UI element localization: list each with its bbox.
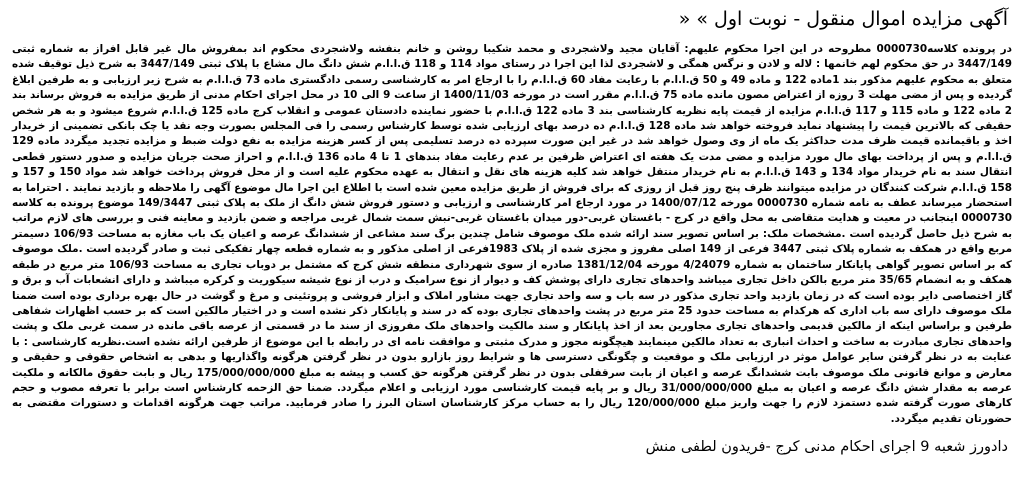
notice-title: آگهی مزایده اموال منقول - نوبت اول » « [678,8,1008,30]
notice-body: در پرونده کلاسه0000730 مطروحه در این اجرا محکوم علیهم: آقایان مجید ولاشجردی و محمد شکیبا روشن و خانم بنفشه ولاشجردی محکوم اند بمفروش مال غیر قابل افراز به شماره ثبتی 3447/149 در حق محکوم لهم خانمها : لاله و لادن و نرگس همگی و لاشجردی لذا این اجرا در رستای مواد 114 و 118 ق.ا.ا.م شش دانگ مال مشاع با پلاک ثبتی 3447/149 به شرح ذیل توقیف شده متعلق به محکوم علیهم مذکور بند 1ماده 122 و ماده 49 و 50 ق.ا.ا.م با رعایت مفاد 60 ق.ا.ا.م را با ارجاع امر به کارشناسی رسمی دادگستری ماده 73 ق.ا.ا.م به شرح زیر ارزیابی و به طرفین ابلاغ گردیده و پس از مضی مهلت 3 روزه از اعتراض مصون مانده ماده 75 ق.ا.ا.م مقرر است در مورخه 1400/11/03 از ساعت 9 الی 10 در محل اجرای احکام مدنی از طریق مزایده به فروش برساند بند 2 ماده 122 و ماده 115 و 117 ق.ا.ا.م مزایده از قیمت پایه نظریه کارشناسی بند 3 ماده 122 ق.ا.ا.م با حضور نماینده دادستان عمومی و انقلاب کرج ماده 125 ق.ا.ا.م شروع میشود و به هر شخص حقیقی که بالاترین قیمت را پیشنهاد نماید فروخته خواهد شد ماده 128 ق.ا.ا.م ده درصد بهای ارزیابی شده توسط کارشناس رسمی را فی المجلس بصورت وجه نقد یا چک بانکی تضمینی از خریدار اخذ و باقیمانده قیمت ظرف مدت حداکثر یک ماه از وی وصول خواهد شد در غیر این صورت سپرده ده درصد تسلیمی پس از کسر هزینه مزایده به نفع دولت ضبط و مزایده تجدید میگردد ماده 129 ق.ا.ا.م و پس از پرداخت بهای مال مورد مزایده و مضی مدت یک هفته ای اعتراض ظرفین بر عدم رعایت مفاد بندهای 1 تا 4 ماده 136 ق.ا.ا.م و احراز صحت جریان مزایده و صدور دستور قطعی انتقال سند به نام خریدار مواد 134 و 143 ق.ا.ا.م به نام خریدار منتقل خواهد شد کلیه هزینه های نقل و انتقال به عهده محکوم علیه است و از محل فروش پرداخت خواهد شد مواد 150 و 157 و 158 ق.ا.ا.م شرکت کنندگان در مزایده میتوانند ظرف پنج روز قبل از روزی که برای فروش از طریق مزایده معین شده است با اطلاع این اجرا مال موضوع آگهی را ملاحظه و بازدید نمایند . احتراما به استحضار میرساند عطف به نامه شماره 0000730 مورخه 1400/07/12 در مورد ارجاع امر کارشناسی و ارزیابی و دستور فروش شش دانگ از ملک به پلاک ثبتی 149/3447 موضوع پرونده به کلاسه 0000730 اینجانب در معیت و هدایت متقاضی به محل واقع در کرج - باغستان غربی-دور میدان باغستان غربی-نبش سمت شمال غربی مراجعه و ضمن بازدید و معاینه فنی و بررسی های لازم مراتب به شرح ذیل حاصل گردیده است .مشخصات ملک: بر اساس تصویر سند ارائه شده ملک موصوف شامل چندین برگ سند مشاعی از ششدانگ عرصه و اعیان یک باب مغازه به مساحت 106/93 دسیمتر مربع واقع در همکف به شماره پلاک ثبتی 3447 فرعی از 149 اصلی مفروز و مجزی شده از پلاک 1983فرعی از اصلی مذکور و به شماره قطعه چهار تفکیکی ثبت و صادر گردیده است .ملک موصوف که بر اساس تصویر گواهی پایانکار ساختمان به شماره 4/24079 مورخه 1381/12/04 صادره از سوی شهرداری منطقه شش کرج که مشتمل بر دوباب تجاری به مساحت 106/93 متر مربع در طبقه همکف و به انضمام 35/65 متر مربع بالکن داخل تجاری میباشد واحدهای تجاری دارای پوشش کف و دیوار از نوع سرامیک و درب از نوع شیشه سیکوریت و کرکره میباشد و دارای انشعابات آب و برق و گاز اختصاصی دایر بوده است که در زمان بازدید واحد تجاری مذکور در سه باب و سه واحد تجاری جهت مشاور املاک و ابزار فروشی و پروتئینی و مرغ و گوشت در حال بهره برداری بوده است ضمنا ملک موصوف دارای سه باب اداری که هرکدام به مساحت حدود 25 متر مربع در پشت واحدهای تجاری بوده که در سند و پایانکار ذکر نشده است و در اختیار مالکین است که بر حسب اظهارات شفاهی طرفین و براساس اینکه از مالکین قدیمی واحدهای تجاری مجاورین بعد از اخذ پایانکار و سند مالکیت واحدهای ملک مفروزی از سند ما در قسمتی از عرصه باقی مانده در سمت غربی ملک و پشت واحدهای تجاری مبادرت به ساخت و احداث انباری به تعداد مالکین مینمایند هیچگونه مجوز و مدرک مثبتی و موافقت نامه ای در رابطه با این موضوع از طرفین ارائه نشده است.نظریه کارشناسی : با عنایت به در نظر گرفتن سایر عوامل موثر در ارزیابی ملک و موقعیت و چگونگی دسترسی ها و شرایط روز بازارو بدون در نظر گرفتن هرگونه واگذاریها و بدهی به اشخاص حقوقی و حقیقی و معارض و موانع قانونی ملک موصوف بابت ششدانگ عرصه و اعیان از بابت سرقفلی بدون در نظر گرفتن هرگونه حق کسب و پیشه به مبلغ 175/000/000/000 ریال و بابت حقوق مالکانه و ملکیت عرصه به مقدار شش دانگ عرصه و اعیان به مبلغ 31/000/000/000 ریال و بر پایه قیمت کارشناسی مورد ارزیابی و اعلام میگردد. ضمنا حق الزحمه کارشناس است برابر با تعرفه مصوب و حجم کارهای صورت گرفته شده دستمزد لازم را جهت واریز مبلغ 120/000/000 ریال را به حساب مرکز کارشناسان استان البرز را صادر فرمایید. مراتب جهت هرگونه اقدامات و دستورات مقتضی به حضورتان تقدیم میگردد. [12,43,1013,425]
notice-signature: دادورز شعبه 9 اجرای احکام مدنی کرج -فریدون لطفی منش [645,439,1008,456]
